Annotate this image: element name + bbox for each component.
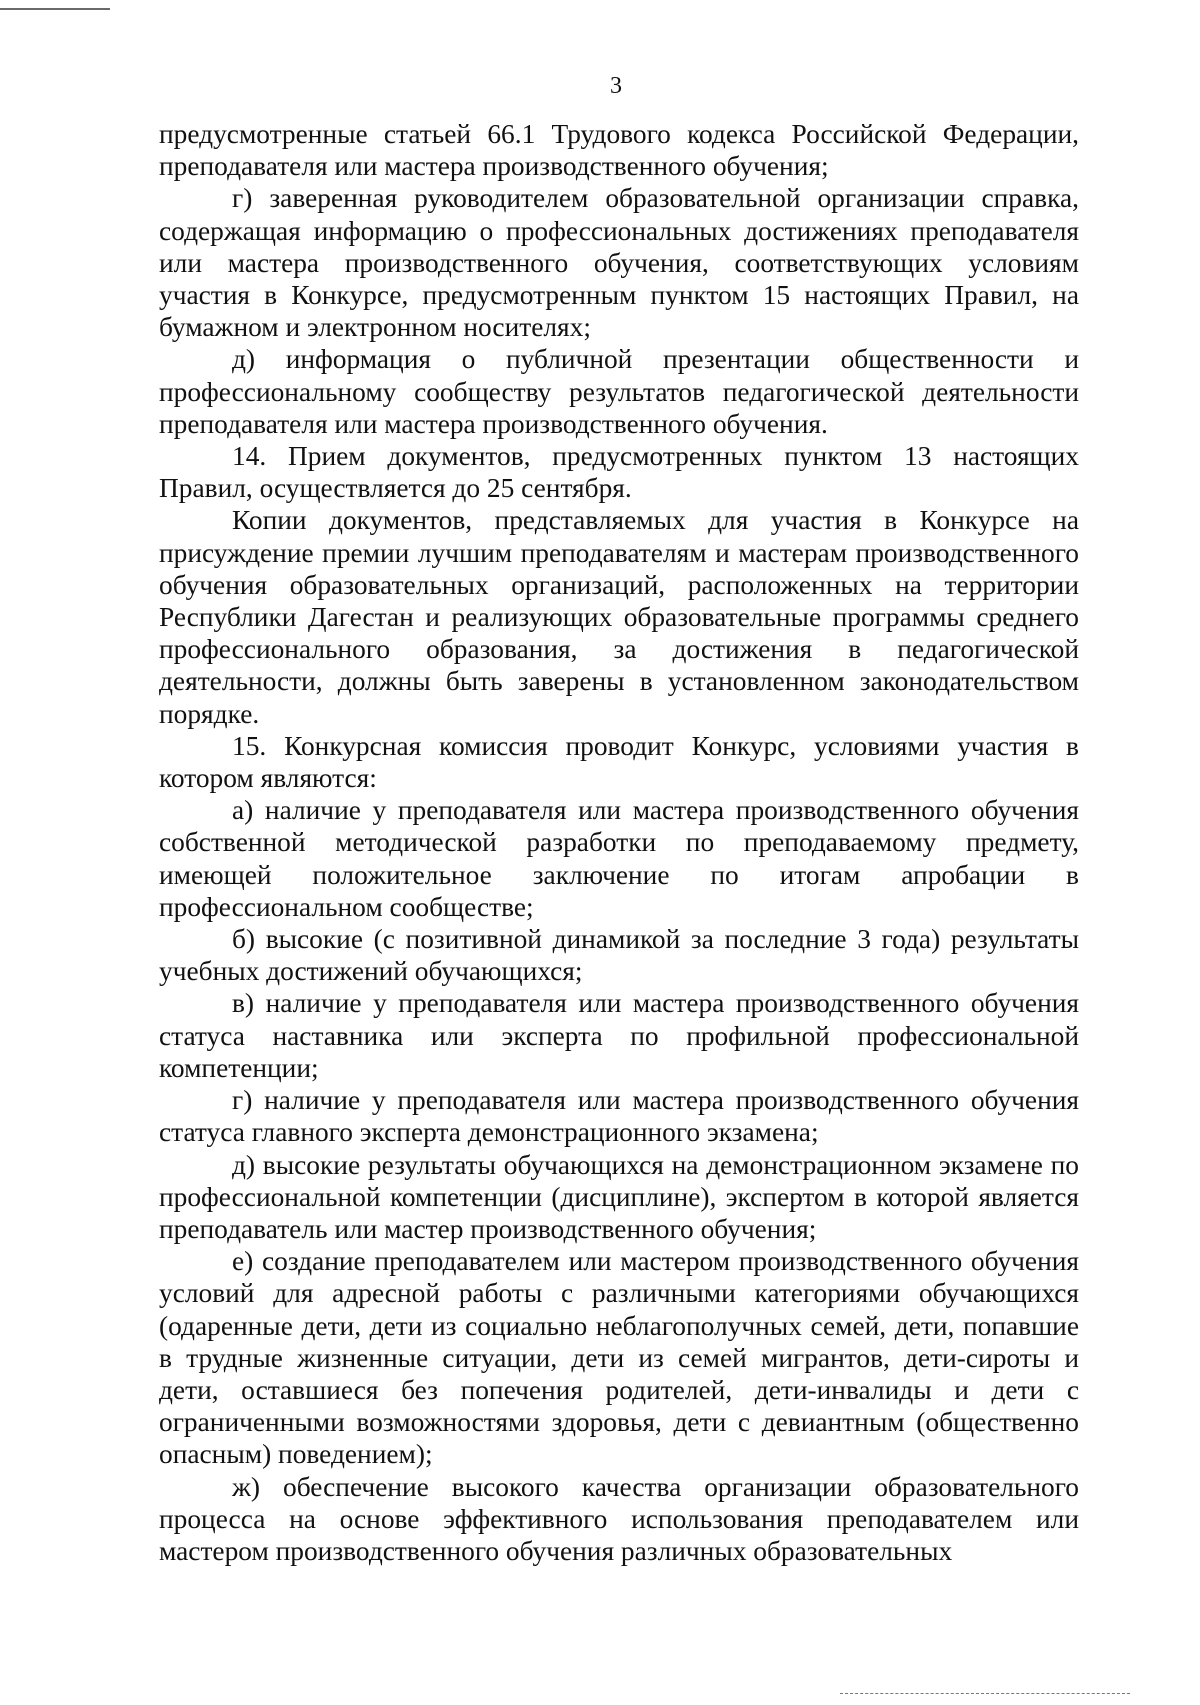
paragraph: Копии документов, представляемых для участия в Конкурсе на присуждение премии лучшим преподавателям и мастерам производственного обучения образовательных организаций, расположенных на территории Республики Дагестан и реализующих образовательные программы среднего профессионального образования, за достижения в педагогической деятельности, должны быть заверены в установленном законодательством порядке. (159, 505, 1079, 729)
page-number: 3 (610, 73, 622, 99)
paragraph: ж) обеспечение высокого качества организации образовательного процесса на основе эффективного использования преподавателем или мастером производственного обучения различных образовательных (159, 1471, 1079, 1566)
scan-edge-line (840, 1693, 1130, 1697)
scan-edge-line (0, 8, 110, 10)
document-body (159, 118, 1079, 1567)
paragraph: предусмотренные статьей 66.1 Трудового кодекса Российской Федерации, преподавателя или мастера производственного обучения; (159, 119, 1079, 182)
paragraph: 14. Прием документов, предусмотренных пунктом 13 настоящих Правил, осуществляется до 25 сентября. (159, 441, 1079, 504)
paragraph: д) высокие результаты обучающихся на демонстрационном экзамене по профессиональной компетенции (дисциплине), экспертом в которой является преподаватель или мастер производственного обучения; (159, 1149, 1079, 1244)
paragraph: б) высокие (с позитивной динамикой за последние 3 года) результаты учебных достижений обучающихся; (159, 924, 1079, 987)
paragraph: г) наличие у преподавателя или мастера производственного обучения статуса главного эксперта демонстрационного экзамена; (159, 1085, 1079, 1148)
paragraph: е) создание преподавателем или мастером производственного обучения условий для адресной работы с различными категориями обучающихся (одаренные дети, дети из социально неблагополучных семей, дети, попавшие в трудные жизненные ситуации, дети из семей мигрантов, дети-сироты и дети, оставшиеся без попечения родителей, дети-инвалиды и дети с ограниченными возможностями здоровья, дети с девиантным (общественно опасным) поведением); (159, 1246, 1079, 1470)
paragraph: д) информация о публичной презентации общественности и профессиональному сообществу результатов педагогической деятельности преподавателя или мастера производственного обучения. (159, 344, 1079, 439)
paragraph: в) наличие у преподавателя или мастера производственного обучения статуса наставника или эксперта по профильной профессиональной компетенции; (159, 988, 1079, 1083)
paragraph: а) наличие у преподавателя или мастера производственного обучения собственной методической разработки по преподаваемому предмету, имеющей положительное заключение по итогам апробации в профессиональном сообществе; (159, 795, 1079, 922)
paragraph: 15. Конкурсная комиссия проводит Конкурс, условиями участия в котором являются: (159, 730, 1079, 794)
paragraph: г) заверенная руководителем образовательной организации справка, содержащая информацию о профессиональных достижениях преподавателя или мастера производственного обучения, соответствующих условиям участия в Конкурсе, предусмотренным пунктом 15 настоящих Правил, на бумажном и электронном носителях; (159, 183, 1079, 343)
